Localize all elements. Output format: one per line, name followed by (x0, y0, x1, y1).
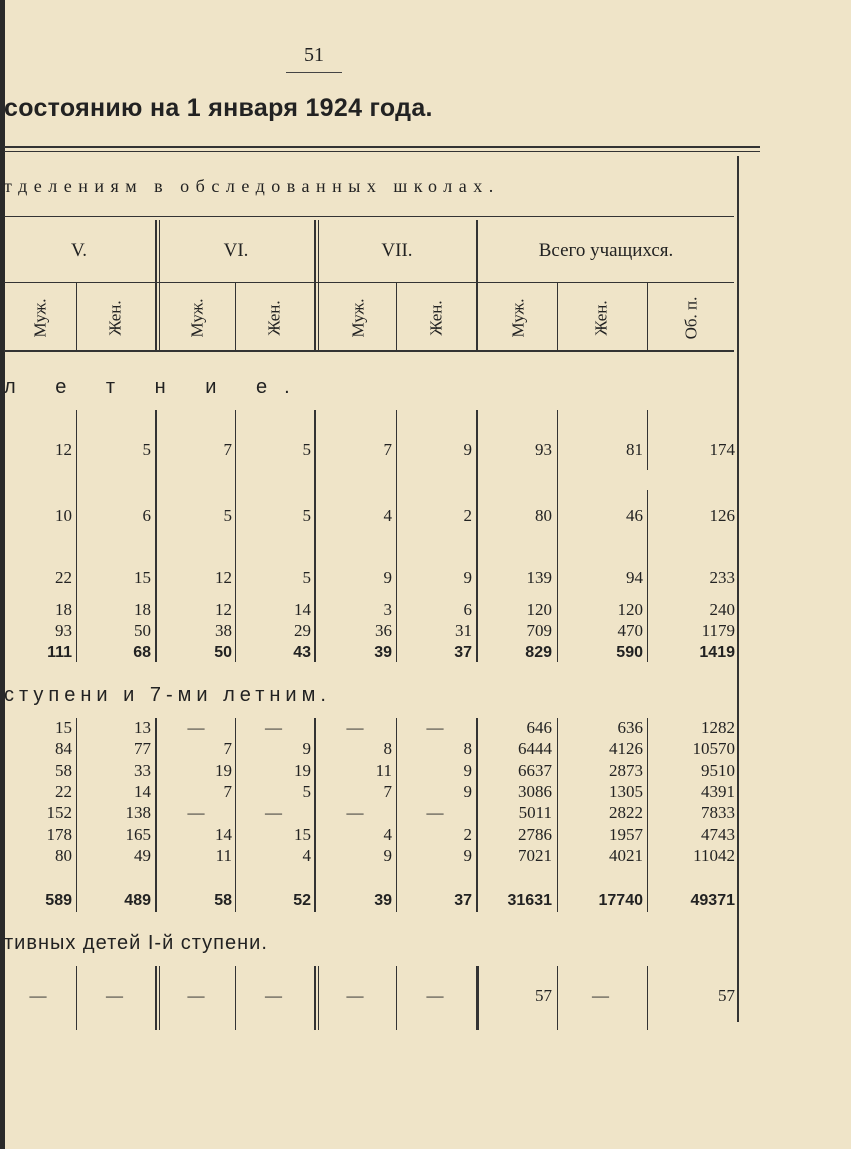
subheader-vii-female: Жен. (426, 300, 446, 336)
column-rule (155, 220, 157, 350)
table-cell: 8 (463, 739, 472, 758)
table-cell: 39 (374, 892, 392, 909)
table-cell: — (265, 986, 282, 1005)
table-cell: 93 (535, 440, 552, 459)
column-rule (76, 966, 77, 1030)
table-cell: 489 (124, 892, 151, 909)
page-title: состоянию на 1 января 1924 года. (4, 94, 433, 122)
table-cell: 4391 (701, 782, 735, 801)
subheader-total-female: Жен. (591, 300, 611, 336)
section-label: тивных детей I-й ступени. (4, 932, 268, 954)
table-cell: — (106, 986, 123, 1005)
column-rule (314, 220, 316, 350)
table-cell: 5 (302, 506, 311, 525)
column-rule (155, 966, 157, 1030)
subheader-vi-female: Жен. (264, 300, 284, 336)
table-cell: 9 (383, 846, 392, 865)
table-cell: — (346, 803, 364, 822)
table-cell: 80 (535, 506, 552, 525)
table-cell: 11 (215, 846, 232, 865)
table-cell: 3 (383, 600, 392, 619)
table-cell: 4021 (609, 846, 643, 865)
table-cell: 165 (125, 825, 151, 844)
column-rule (76, 718, 77, 912)
table-cell: 18 (134, 600, 151, 619)
table-cell: 49371 (690, 892, 735, 909)
table-cell: — (592, 986, 609, 1005)
table-cell: 10 (55, 506, 72, 525)
table-cell: 14 (294, 600, 311, 619)
table-cell: 470 (617, 621, 643, 640)
subheader-vi-male: Муж. (187, 298, 206, 338)
column-rule (396, 966, 397, 1030)
table-cell: — (187, 803, 205, 822)
table-cell: 178 (46, 825, 72, 844)
table-cell: 37 (454, 892, 472, 909)
table-cell: 12 (215, 568, 232, 587)
table-cell: 38 (215, 621, 232, 640)
table-cell: 1282 (701, 718, 735, 737)
table-cell: 17740 (598, 892, 643, 909)
table-cell: 4 (383, 506, 392, 525)
table-cell: 93 (55, 621, 72, 640)
column-rule (396, 410, 397, 662)
table-cell: 6637 (518, 761, 552, 780)
table-cell: 240 (709, 600, 735, 619)
table-cell: 39 (374, 644, 392, 661)
table-cell: 152 (46, 803, 72, 822)
header-rule-top-thin (4, 151, 760, 152)
table-cell: 646 (526, 718, 552, 737)
table-cell: 1305 (609, 782, 643, 801)
table-cell: 15 (294, 825, 311, 844)
table-cell: 709 (526, 621, 552, 640)
table-cell: — (29, 986, 47, 1005)
table-cell: 81 (626, 440, 643, 459)
table-cell: 12 (55, 440, 72, 459)
table-cell: 1419 (699, 644, 735, 661)
table-cell: 19 (294, 761, 311, 780)
table-cell: 126 (709, 506, 735, 525)
column-rule (76, 410, 77, 662)
table-cell: 11042 (693, 846, 735, 865)
table-cell: 2873 (609, 761, 643, 780)
table-cell: 8 (383, 739, 392, 758)
table-cell: 10570 (692, 739, 735, 758)
table-cell: 5 (142, 440, 151, 459)
table-cell: 120 (617, 600, 643, 619)
table-cell: 7 (223, 739, 232, 758)
table-cell: 4 (302, 846, 311, 865)
table-cell: 6444 (518, 739, 552, 758)
table-cell: 57 (718, 986, 735, 1005)
column-rule (155, 410, 157, 662)
table-cell: 7 (223, 782, 232, 801)
subheader-v-female: Жен. (105, 300, 125, 336)
table-cell: 829 (525, 644, 552, 661)
table-cell: 636 (617, 718, 643, 737)
table-cell: 9510 (701, 761, 735, 780)
table-cell: — (265, 718, 282, 737)
table-cell: 139 (526, 568, 552, 587)
table-cell: 57 (535, 986, 552, 1005)
table-cell: 2 (463, 825, 472, 844)
table-cell: 52 (293, 892, 311, 909)
column-rule (737, 156, 739, 1022)
table-cell: 5011 (518, 803, 552, 822)
subheader-total-male: Муж. (508, 298, 527, 338)
table-cell: 14 (134, 782, 151, 801)
table-cell: 22 (55, 568, 72, 587)
table-cell: 7 (223, 440, 232, 459)
header-bottom-rule (4, 350, 734, 352)
table-cell: 50 (214, 644, 232, 661)
table-cell: 31 (455, 621, 472, 640)
table-cell: 14 (215, 825, 232, 844)
table-cell: — (265, 803, 282, 822)
table-cell: 6 (142, 506, 151, 525)
group-header-v: V. (70, 240, 88, 261)
table-cell: 22 (55, 782, 72, 801)
table-cell: 5 (302, 440, 311, 459)
table-cell: 120 (526, 600, 552, 619)
table-cell: 15 (134, 568, 151, 587)
table-cell: — (346, 718, 364, 737)
subheader-v-male: Муж. (30, 298, 49, 338)
group-header-vii: VII. (381, 240, 413, 261)
table-cell: 18 (55, 600, 72, 619)
table-cell: 5 (223, 506, 232, 525)
table-cell: 9 (302, 739, 311, 758)
table-cell: 7 (383, 440, 392, 459)
table-cell: 1179 (701, 621, 735, 640)
table-cell: 138 (125, 803, 151, 822)
table-cell: 31631 (507, 892, 552, 909)
table-cell: 84 (55, 739, 72, 758)
table-cell: 7 (383, 782, 392, 801)
table-cell: 174 (709, 440, 735, 459)
column-rule (314, 718, 316, 912)
table-cell: 9 (463, 846, 472, 865)
table-cell: 13 (134, 718, 151, 737)
table-cell: 58 (214, 892, 232, 909)
table-cell: 2 (463, 506, 472, 525)
table-cell: 7021 (518, 846, 552, 865)
table-cell: 37 (454, 644, 472, 661)
table-cell: — (426, 986, 444, 1005)
section-label: л е т н и е. (4, 376, 307, 398)
group-header-vi: VI. (223, 240, 249, 261)
table-cell: 2786 (518, 825, 552, 844)
subtitle-rule (4, 216, 734, 217)
page-number-underline (286, 72, 342, 73)
subheader-total-all: Об. п. (681, 296, 700, 340)
table-cell: 33 (134, 761, 151, 780)
column-rule (396, 718, 397, 912)
table-cell: 80 (55, 846, 72, 865)
table-cell: 9 (463, 440, 472, 459)
subheader-vii-male: Муж. (348, 298, 367, 338)
table-cell: 15 (55, 718, 72, 737)
table-cell: — (187, 986, 205, 1005)
table-cell: 233 (709, 568, 735, 587)
table-cell: 1957 (609, 825, 643, 844)
column-rule (76, 282, 77, 350)
table-cell: 9 (463, 782, 472, 801)
table-cell: 43 (293, 644, 311, 661)
table-cell: 49 (134, 846, 151, 865)
table-cell: 50 (134, 621, 151, 640)
table-cell: 5 (302, 568, 311, 587)
column-rule (396, 282, 397, 350)
table-cell: 36 (375, 621, 392, 640)
table-cell: 589 (45, 892, 72, 909)
table-cell: 4126 (609, 739, 643, 758)
table-cell: 9 (463, 568, 472, 587)
table-cell: 4743 (701, 825, 735, 844)
table-cell: 94 (626, 568, 643, 587)
section-label: ступени и 7-ми летним. (4, 684, 331, 706)
table-cell: 58 (55, 761, 72, 780)
table-cell: 590 (616, 644, 643, 661)
table-cell: 4 (383, 825, 392, 844)
table-cell: 2822 (609, 803, 643, 822)
table-cell: — (346, 986, 364, 1005)
table-cell: 19 (215, 761, 232, 780)
table-cell: 6 (463, 600, 472, 619)
group-rule (4, 282, 734, 283)
header-rule-top (4, 146, 760, 148)
table-cell: — (426, 803, 444, 822)
table-cell: — (426, 718, 444, 737)
table-cell: 9 (383, 568, 392, 587)
table-cell: 68 (133, 644, 151, 661)
table-cell: 7833 (701, 803, 735, 822)
table-cell: — (187, 718, 205, 737)
table-cell: 5 (302, 782, 311, 801)
table-cell: 11 (375, 761, 392, 780)
table-cell: 46 (626, 506, 643, 525)
table-cell: 12 (215, 600, 232, 619)
table-cell: 3086 (518, 782, 552, 801)
table-subtitle: тделениям в обследованных школах. (4, 176, 500, 196)
table-cell: 29 (294, 621, 311, 640)
column-rule (314, 966, 316, 1030)
page-number: 51 (304, 44, 324, 66)
column-rule (314, 410, 316, 662)
column-rule (155, 718, 157, 912)
table-cell: 111 (47, 644, 72, 661)
group-header-total: Всего учащихся. (538, 240, 674, 261)
table-cell: 77 (134, 739, 151, 758)
table-cell: 9 (463, 761, 472, 780)
